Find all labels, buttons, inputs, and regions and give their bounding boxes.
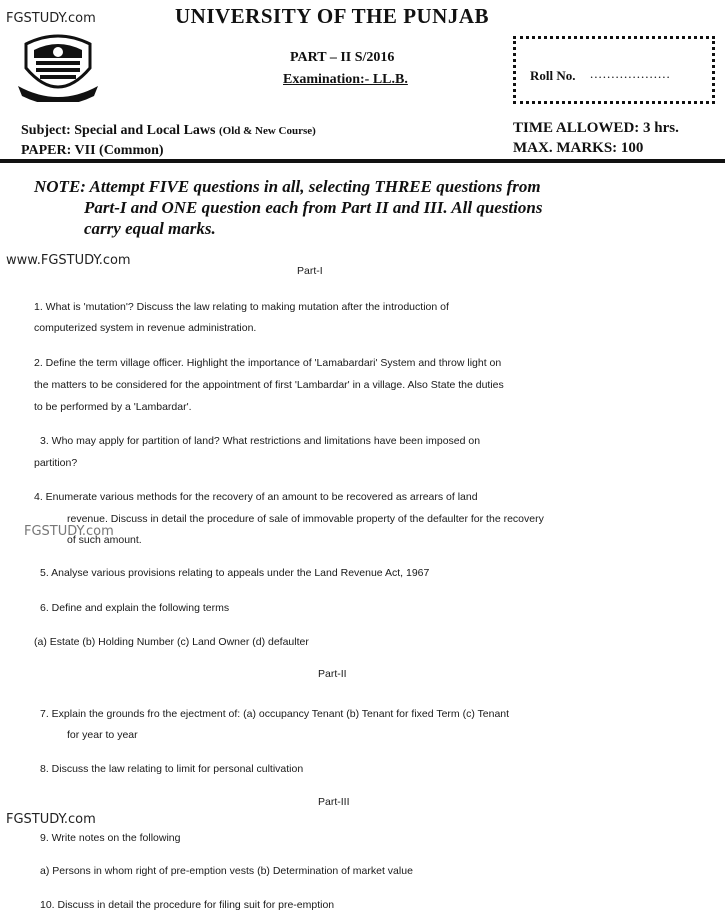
max-marks: MAX. MARKS: 100 <box>513 140 644 156</box>
question-7-line-1: 7. Explain the grounds fro the ejectment of: (a) occupancy Tenant (b) Tenant for fixed Term (c) Tenant <box>40 708 510 720</box>
part-session: PART – II S/2016 <box>290 50 395 65</box>
watermark-bottom: FGSTUDY.com <box>6 812 96 827</box>
question-6-terms: (a) Estate (b) Holding Number (c) Land Owner (d) defaulter <box>34 636 309 648</box>
examination-label: Examination:- LL.B. <box>283 72 408 87</box>
question-7-line-2: for year to year <box>67 729 138 741</box>
note-line-2: Part-I and ONE question each from Part II and III. All questions <box>84 198 543 217</box>
question-3-line-1: 3. Who may apply for partition of land? What restrictions and limitations have been imposed on <box>40 435 481 447</box>
part-3-heading: Part-III <box>318 796 350 808</box>
question-10: 10. Discuss in detail the procedure for filing suit for pre-emption <box>40 899 335 911</box>
question-1-line-1: 1. What is 'mutation'? Discuss the law relating to making mutation after the introduction of <box>34 301 449 313</box>
question-2-line-1: 2. Define the term village officer. Highlight the importance of 'Lamabardari' System and throw light on <box>34 357 502 369</box>
question-9: 9. Write notes on the following <box>40 832 181 844</box>
question-8: 8. Discuss the law relating to limit for personal cultivation <box>40 763 304 775</box>
note-line-1: NOTE: Attempt FIVE questions in all, selecting THREE questions from <box>34 177 541 196</box>
question-9-items: a) Persons in whom right of pre-emption vests (b) Determination of market value <box>40 865 413 877</box>
subject-main: Subject: Special and Local Laws <box>21 123 216 138</box>
question-1-line-2: computerized system in revenue administration. <box>34 322 257 334</box>
note-line-3: carry equal marks. <box>84 219 216 238</box>
part-1-heading: Part-I <box>297 265 323 277</box>
question-2-line-2: the matters to be considered for the appointment of first 'Lambardar' in a village. Also State the duties <box>34 379 504 391</box>
watermark-mid: www.FGSTUDY.com <box>6 253 131 268</box>
time-allowed: TIME ALLOWED: 3 hrs. <box>513 120 679 136</box>
watermark-left-faint: FGSTUDY.com <box>24 524 114 539</box>
subject-course: (Old & New Course) <box>218 125 316 137</box>
question-2-line-3: to be performed by a 'Lambardar'. <box>34 401 192 413</box>
question-4-line-2: revenue. Discuss in detail the procedure of sale of immovable property of the defaulter for the recovery <box>67 513 544 525</box>
roll-number-label: Roll No. <box>530 68 576 83</box>
question-3-line-2: partition? <box>34 457 78 469</box>
subject-line <box>21 123 316 139</box>
roll-number-dots: ................... <box>590 66 671 81</box>
watermark-top: FGSTUDY.com <box>6 11 96 26</box>
paper-line: PAPER: VII (Common) <box>21 143 164 158</box>
instructions-note <box>34 176 694 239</box>
question-4-line-3: of such amount. <box>67 534 142 546</box>
header-divider <box>0 159 725 163</box>
university-crest-logo <box>16 28 100 107</box>
question-4-line-1: 4. Enumerate various methods for the recovery of an amount to be recovered as arrears of land <box>34 491 478 503</box>
part-2-heading: Part-II <box>318 668 347 680</box>
question-5: 5. Analyse various provisions relating to appeals under the Land Revenue Act, 1967 <box>40 567 430 579</box>
university-title: UNIVERSITY OF THE PUNJAB <box>175 4 490 28</box>
question-6: 6. Define and explain the following terms <box>40 602 230 614</box>
